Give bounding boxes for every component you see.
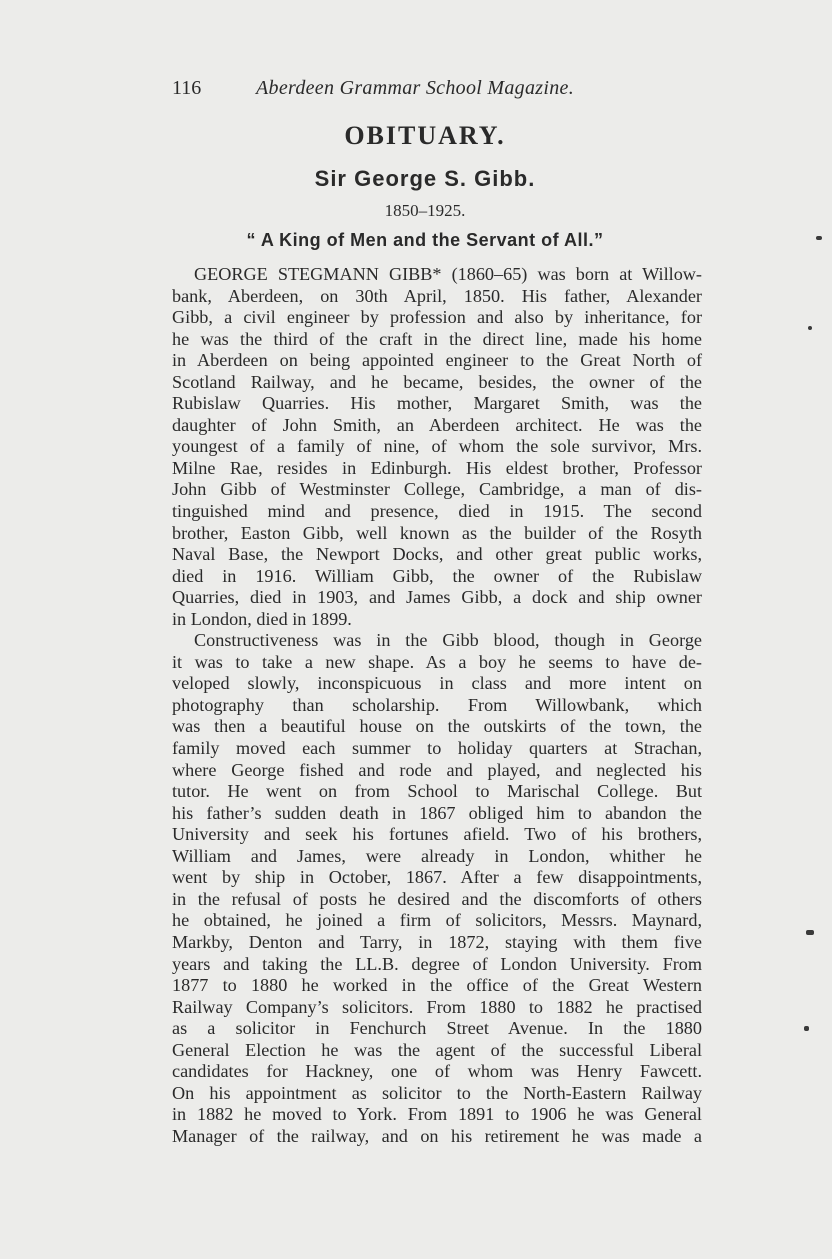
text-line: candidates for Hackney, one of whom was Henry Fawcett. [172, 1061, 702, 1082]
text-line: he obtained, he joined a firm of solicitors, Messrs. Maynard, [172, 910, 702, 931]
text-line: photography than scholarship. From Willowbank, which [172, 694, 702, 715]
text-line: On his appointment as solicitor to the North-Eastern Railway [172, 1082, 702, 1103]
text-line: died in 1916. William Gibb, the owner of the Rubislaw [172, 565, 702, 586]
text-line: Markby, Denton and Tarry, in 1872, staying with them five [172, 931, 702, 952]
text-line: he was the third of the craft in the direct line, made his home [172, 328, 702, 349]
running-head [172, 73, 712, 103]
first-line: GEORGE STEGMANN GIBB* (1860–65) was born at Willow- [194, 264, 702, 284]
text-line: 1877 to 1880 he worked in the office of the Great Western [172, 975, 702, 996]
text-line: Naval Base, the Newport Docks, and other great public works, [172, 544, 702, 565]
text-line: veloped slowly, inconspicuous in class and more intent on [172, 673, 702, 694]
text-line: his father’s sudden death in 1867 obliged him to abandon the [172, 802, 702, 823]
text-line: family moved each summer to holiday quarters at Strachan, [172, 738, 702, 759]
text-line: years and taking the LL.B. degree of London University. From [172, 953, 702, 974]
text-line: Quarries, died in 1903, and James Gibb, a dock and ship owner [172, 587, 702, 608]
text-line: was then a beautiful house on the outskirts of the town, the [172, 716, 702, 737]
text-line: in London, died in 1899. [172, 608, 352, 629]
text-line: in Aberdeen on being appointed engineer to the Great North of [172, 350, 702, 371]
text-line: Manager of the railway, and on his retirement he was made a [172, 1125, 702, 1146]
text-line: Gibb, a civil engineer by profession and also by inheritance, for [172, 307, 702, 328]
margin-speck [806, 930, 814, 935]
text-line: in 1882 he moved to York. From 1891 to 1906 he was General [172, 1104, 702, 1125]
article-body [172, 264, 702, 1147]
text-line: William and James, were already in London, whither he [172, 845, 702, 866]
text-line: General Election he was the agent of the successful Liberal [172, 1039, 702, 1060]
text-line: brother, Easton Gibb, well known as the builder of the Rosyth [172, 522, 702, 543]
text-line: tinguished mind and presence, died in 1915. The second [172, 501, 702, 522]
motto: “ A King of Men and the Servant of All.” [246, 230, 604, 250]
magazine-title: Aberdeen Grammar School Magazine. [256, 77, 574, 99]
text-line: Scotland Railway, and he became, besides, the owner of the [172, 371, 702, 392]
text-line: bank, Aberdeen, on 30th April, 1850. His father, Alexander [172, 285, 702, 306]
page-number: 116 [172, 77, 202, 99]
text-line: it was to take a new shape. As a boy he seems to have de- [172, 651, 702, 672]
text-line: daughter of John Smith, an Aberdeen architect. He was the [172, 414, 702, 435]
text-line: as a solicitor in Fenchurch Street Avenue. In the 1880 [172, 1018, 702, 1039]
section-title: OBITUARY. [344, 121, 506, 150]
text-line: youngest of a family of nine, of whom the sole survivor, Mrs. [172, 436, 702, 457]
text-line: Rubislaw Quarries. His mother, Margaret Smith, was the [172, 393, 702, 414]
text-line: Constructiveness was in the Gibb blood, though in George [194, 630, 702, 651]
life-years: 1850–1925. [384, 201, 466, 220]
text-line: Railway Company’s solicitors. From 1880 to 1882 he practised [172, 996, 702, 1017]
text-line: went by ship in October, 1867. After a few disappointments, [172, 867, 702, 888]
text-line [172, 264, 702, 286]
margin-speck [816, 236, 822, 240]
text-line: in the refusal of posts he desired and the discomforts of others [172, 888, 702, 909]
text-line: University and seek his fortunes afield. Two of his brothers, [172, 824, 702, 845]
margin-speck [808, 326, 812, 330]
text-line: Milne Rae, resides in Edinburgh. His eldest brother, Professor [172, 457, 702, 478]
person-name: Sir George S. Gibb. [314, 166, 536, 191]
margin-speck [804, 1026, 809, 1031]
text-line: tutor. He went on from School to Marischal College. But [172, 781, 702, 802]
text-line: where George fished and rode and played, and neglected his [172, 759, 702, 780]
text-line: John Gibb of Westminster College, Cambridge, a man of dis- [172, 479, 702, 500]
